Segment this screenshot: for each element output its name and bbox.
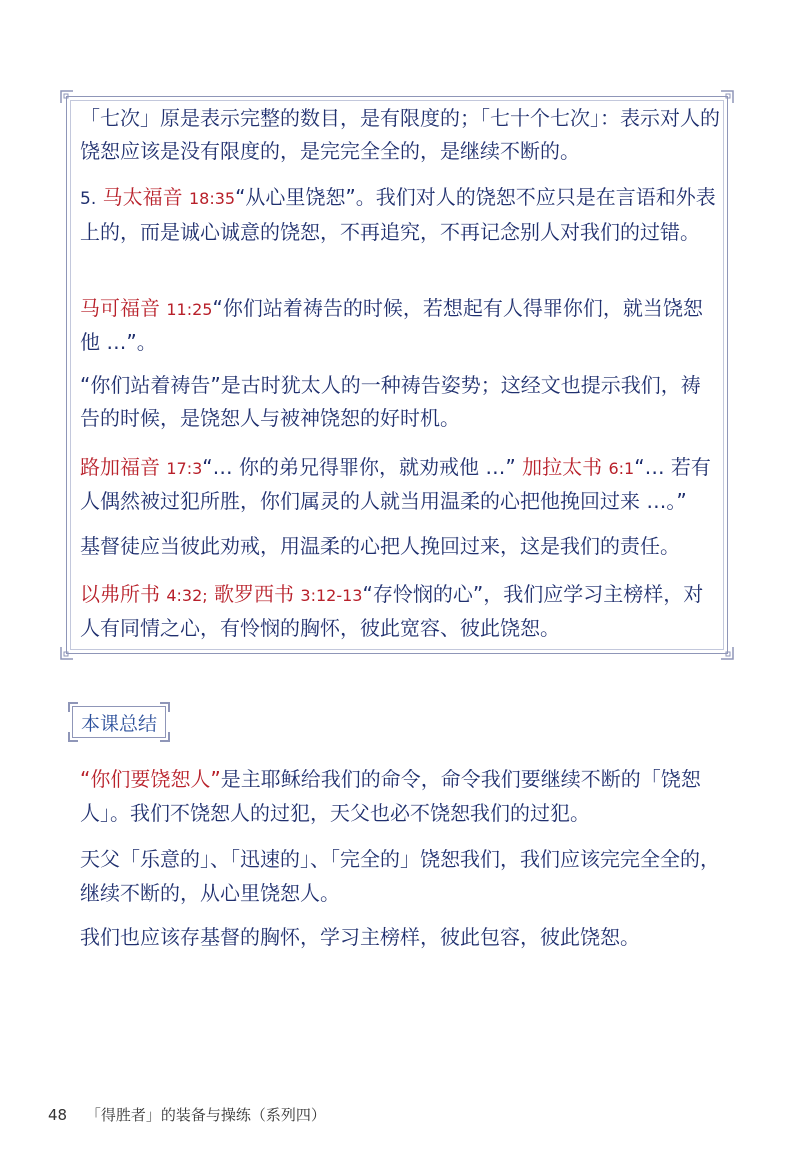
corner-ornament-icon [60, 646, 74, 660]
summary-paragraph-1 [80, 762, 720, 830]
corner-ornament-icon [60, 90, 74, 104]
paragraph-seven-times: 「七次」原是表示完整的数目，是有限度的；「七十个七次」：表示对人的饶恕应该是没有限度的，是完完全全的，是继续不断的。 [80, 106, 720, 163]
lesson-summary-label: 本课总结 [81, 712, 158, 735]
summary-text: 是主耶稣给我们的命令，命令我们要继续不断的「饶恕人」。我们不饶恕人的过犯，天父也必不饶恕我们的过犯。 [80, 767, 701, 825]
summary-paragraph-3: 我们也应该存基督的胸怀，学习主榜样，彼此包容，彼此饶恕。 [80, 925, 640, 949]
scripture-reference: 歌罗西书 [214, 582, 295, 606]
scripture-verse-number: 17:3 [166, 459, 203, 478]
scripture-reference: 马可福音 [80, 296, 160, 320]
scripture-verse-number: 11:25 [166, 300, 213, 319]
paragraph-text: “存怜悯的心”，我们应学习主榜样，对人有同情之心，有怜悯的胸怀，彼此宽容、彼此饶恕。 [80, 582, 704, 640]
summary-quote: “你们要饶恕人” [80, 767, 221, 791]
paragraph-admonish: 基督徒应当彼此劝戒，用温柔的心把人挽回过来，这是我们的责任。 [80, 534, 680, 558]
paragraph-standing-prayer: “你们站着祷告”是古时犹太人的一种祷告姿势；这经文也提示我们，祷告的时候，是饶恕人与被神饶恕的好时机。 [80, 373, 701, 430]
scripture-reference: 马太福音 [102, 185, 183, 209]
scripture-reference: 以弗所书 [80, 582, 160, 606]
paragraph-text: “从心里饶恕”。我们对人的饶恕不应只是在言语和外表上的，而是诚心诚意的饶恕，不再追究，不再记念别人对我们的过错。 [80, 185, 716, 244]
page-number: 48 [48, 1106, 68, 1124]
paragraph-luke-galatians [80, 451, 720, 518]
point-number: 5. [80, 189, 97, 209]
paragraph-ephesians-colossians [80, 578, 720, 645]
paragraph-text: “… 若有人偶然被过犯所胜，你们属灵的人就当用温柔的心把他挽回过来 …。” [80, 455, 711, 513]
page-footer [48, 1104, 326, 1125]
scripture-reference: 路加福音 [80, 455, 160, 479]
paragraph-point-5 [80, 181, 720, 249]
corner-ornament-icon [720, 646, 734, 660]
lesson-summary-tag [72, 706, 166, 738]
paragraph-text: “你们站着祷告的时候，若想起有人得罪你们，就当饶恕他 …”。 [80, 296, 703, 354]
paragraph-mark [80, 292, 720, 359]
paragraph-text: “… 你的弟兄得罪你，就劝戒他 …” [202, 455, 516, 479]
book-title: 「得胜者」的装备与操练（系列四） [85, 1106, 326, 1124]
scripture-verse-number: 3:12-13 [300, 586, 363, 605]
scripture-verse-number: 6:1 [608, 459, 635, 478]
corner-ornament-icon [720, 90, 734, 104]
scripture-reference: 加拉太书 [522, 455, 603, 479]
scripture-verse-number: 4:32; [166, 586, 208, 605]
summary-paragraph-2: 天父「乐意的」、「迅速的」、「完全的」饶恕我们，我们应该完完全全的，继续不断的，从心里饶恕人。 [80, 847, 720, 905]
scripture-verse-number: 18:35 [188, 189, 236, 208]
